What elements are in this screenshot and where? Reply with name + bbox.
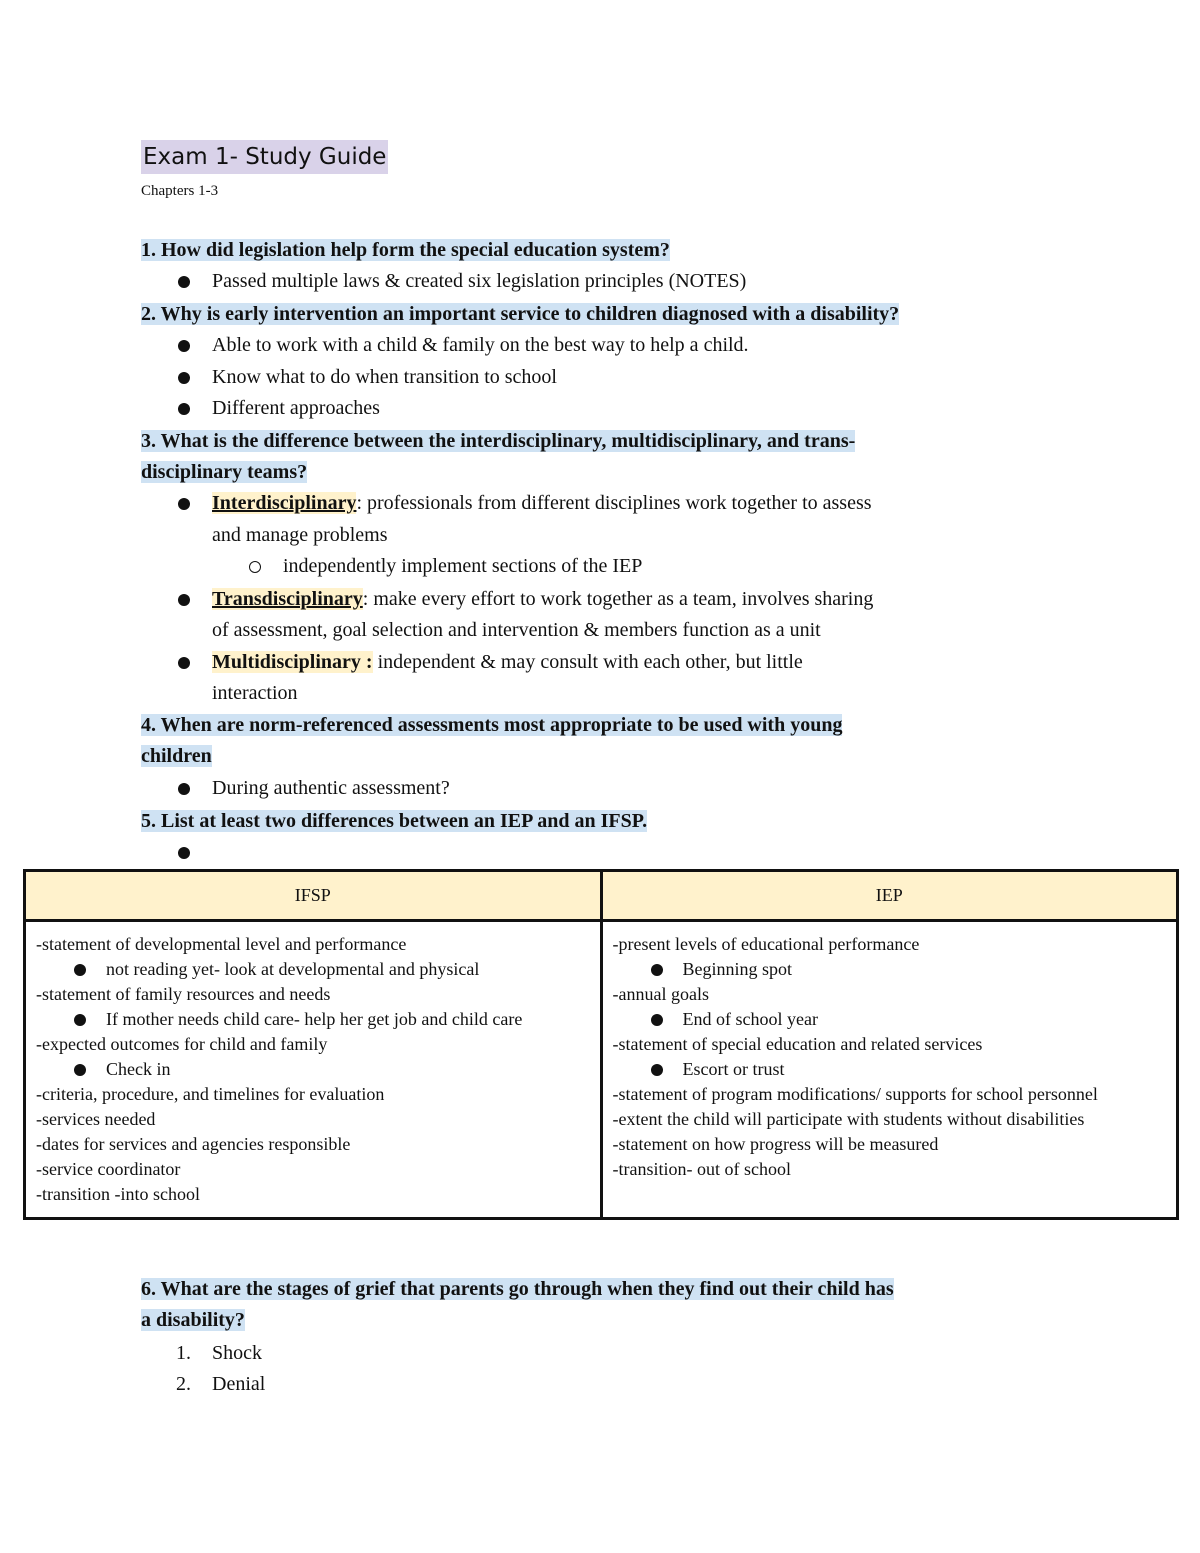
ifsp-sub-item: not reading yet- look at developmental and physical bbox=[36, 957, 590, 982]
iep-sub-item: End of school year bbox=[613, 1007, 1167, 1032]
page-subtitle: Chapters 1-3 bbox=[141, 183, 219, 199]
answer-2-3: Different approaches bbox=[212, 393, 380, 424]
ifsp-iep-table bbox=[23, 869, 1179, 1220]
iep-cell bbox=[601, 921, 1178, 1219]
ifsp-item: -dates for services and agencies responsible bbox=[36, 1134, 351, 1154]
term-interdisciplinary: Interdisciplinary bbox=[212, 492, 357, 514]
answer-3-transdisciplinary: Transdisciplinary: make every effort to work together as a team, involves sharing bbox=[212, 584, 873, 615]
iep-item: -present levels of educational performance bbox=[612, 934, 920, 954]
answer-3-multidisciplinary: Multidisciplinary : independent & may consult with each other, but little bbox=[212, 647, 803, 678]
question-3-line-2: disciplinary teams? bbox=[141, 461, 308, 483]
question-6-line-1: 6. What are the stages of grief that parents go through when they find out their child has bbox=[141, 1278, 894, 1300]
table-header-ifsp: IFSP bbox=[25, 871, 602, 921]
iep-item: -extent the child will participate with students without disabilities bbox=[612, 1109, 1085, 1129]
question-1: 1. How did legislation help form the special education system? bbox=[141, 239, 670, 261]
iep-item: -transition- out of school bbox=[612, 1159, 791, 1179]
term-transdisciplinary: Transdisciplinary bbox=[212, 588, 363, 610]
answer-3-interdisciplinary-cont: and manage problems bbox=[212, 524, 388, 546]
question-2: 2. Why is early intervention an important service to children diagnosed with a disability? bbox=[141, 303, 900, 325]
question-3-line-1: 3. What is the difference between the interdisciplinary, multidisciplinary, and trans- bbox=[141, 430, 856, 452]
answer-3-transdisciplinary-cont: of assessment, goal selection and intervention & members function as a unit bbox=[212, 619, 821, 641]
table-header-iep: IEP bbox=[601, 871, 1178, 921]
question-4-line-1: 4. When are norm-referenced assessments most appropriate to be used with young bbox=[141, 714, 843, 736]
iep-item: -annual goals bbox=[612, 984, 709, 1004]
question-6-line-2: a disability? bbox=[141, 1309, 245, 1331]
answer-4-1: During authentic assessment? bbox=[212, 773, 450, 804]
ifsp-item: -criteria, procedure, and timelines for evaluation bbox=[36, 1084, 385, 1104]
answer-3-interdisciplinary: Interdisciplinary: professionals from different disciplines work together to assess bbox=[212, 488, 872, 519]
ifsp-item: -expected outcomes for child and family bbox=[36, 1034, 328, 1054]
ifsp-item: -statement of developmental level and performance bbox=[36, 934, 407, 954]
ifsp-sub-item: If mother needs child care- help her get job and child care bbox=[36, 1007, 590, 1032]
grief-stage-2: 2. Denial bbox=[176, 1373, 266, 1395]
answer-2-2: Know what to do when transition to school bbox=[212, 362, 557, 393]
answer-3-interdisciplinary-sub: independently implement sections of the IEP bbox=[283, 551, 642, 582]
page-title: Exam 1- Study Guide bbox=[141, 140, 388, 174]
ifsp-cell bbox=[25, 921, 602, 1219]
iep-item: -statement of program modifications/ supports for school personnel bbox=[612, 1084, 1098, 1104]
ifsp-item: -transition -into school bbox=[36, 1184, 200, 1204]
answer-3-multidisciplinary-cont: interaction bbox=[212, 682, 298, 704]
grief-stage-1: 1. Shock bbox=[176, 1342, 262, 1364]
answer-2-1: Able to work with a child & family on the best way to help a child. bbox=[212, 330, 749, 361]
iep-sub-item: Escort or trust bbox=[613, 1057, 1167, 1082]
ifsp-sub-item: Check in bbox=[36, 1057, 590, 1082]
question-5: 5. List at least two differences between an IEP and an IFSP. bbox=[141, 810, 648, 832]
question-4-line-2: children bbox=[141, 745, 212, 767]
ifsp-item: -services needed bbox=[36, 1109, 156, 1129]
ifsp-item: -statement of family resources and needs bbox=[36, 984, 331, 1004]
ifsp-item: -service coordinator bbox=[36, 1159, 181, 1179]
iep-item: -statement of special education and related services bbox=[612, 1034, 983, 1054]
iep-sub-item: Beginning spot bbox=[613, 957, 1167, 982]
iep-item: -statement on how progress will be measured bbox=[612, 1134, 939, 1154]
answer-1-1: Passed multiple laws & created six legislation principles (NOTES) bbox=[212, 266, 746, 297]
term-multidisciplinary: Multidisciplinary : bbox=[212, 651, 373, 673]
